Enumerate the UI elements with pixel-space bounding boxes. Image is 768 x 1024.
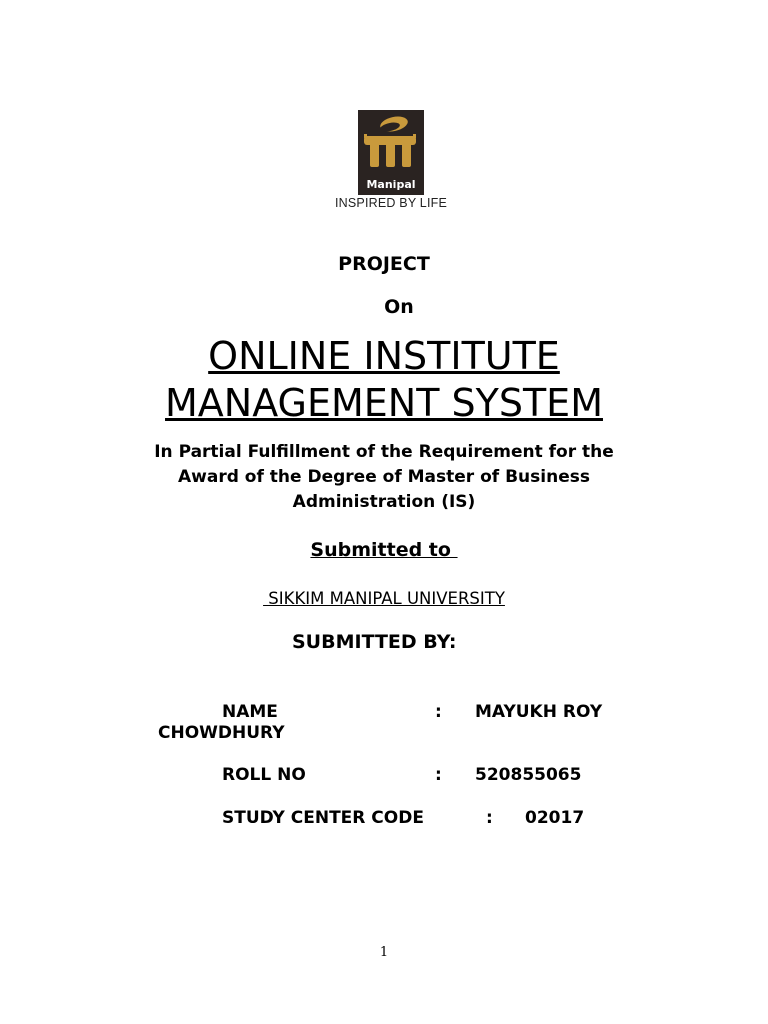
roll-value: 520855065 [475,765,582,785]
roll-separator: : [435,765,442,785]
page-title-line1: ONLINE INSTITUTE [208,334,560,378]
fulfillment-statement [0,440,768,515]
center-code-label: STUDY CENTER CODE [222,808,424,828]
center-code-value: 02017 [525,808,585,828]
center-code-separator: : [486,808,493,828]
name-label: NAME [222,702,278,722]
name-separator: : [435,702,442,722]
page-number: 1 [379,945,389,960]
submitted-to-heading: Submitted to [310,539,458,561]
name-value: MAYUKH ROY [475,702,603,722]
logo-emblem-box [358,110,424,195]
manipal-logo [320,108,462,212]
logo-wordmark: Manipal [366,178,416,191]
logo-tagline: INSPIRED BY LIFE [334,196,448,210]
name-value-continued: CHOWDHURY [158,723,285,743]
roll-label: ROLL NO [222,765,306,785]
project-label: PROJECT [338,253,430,275]
fulfillment-line: In Partial Fulfillment of the Requirement for the [154,442,614,462]
fulfillment-line: Administration (IS) [292,492,476,512]
manipal-emblem-icon [358,110,424,180]
university-name: SIKKIM MANIPAL UNIVERSITY [263,589,505,608]
fulfillment-line: Award of the Degree of Master of Business [178,467,590,487]
page-title-line2: MANAGEMENT SYSTEM [165,381,603,425]
on-label: On [384,296,414,318]
submitted-by-heading: SUBMITTED BY: [292,631,457,653]
